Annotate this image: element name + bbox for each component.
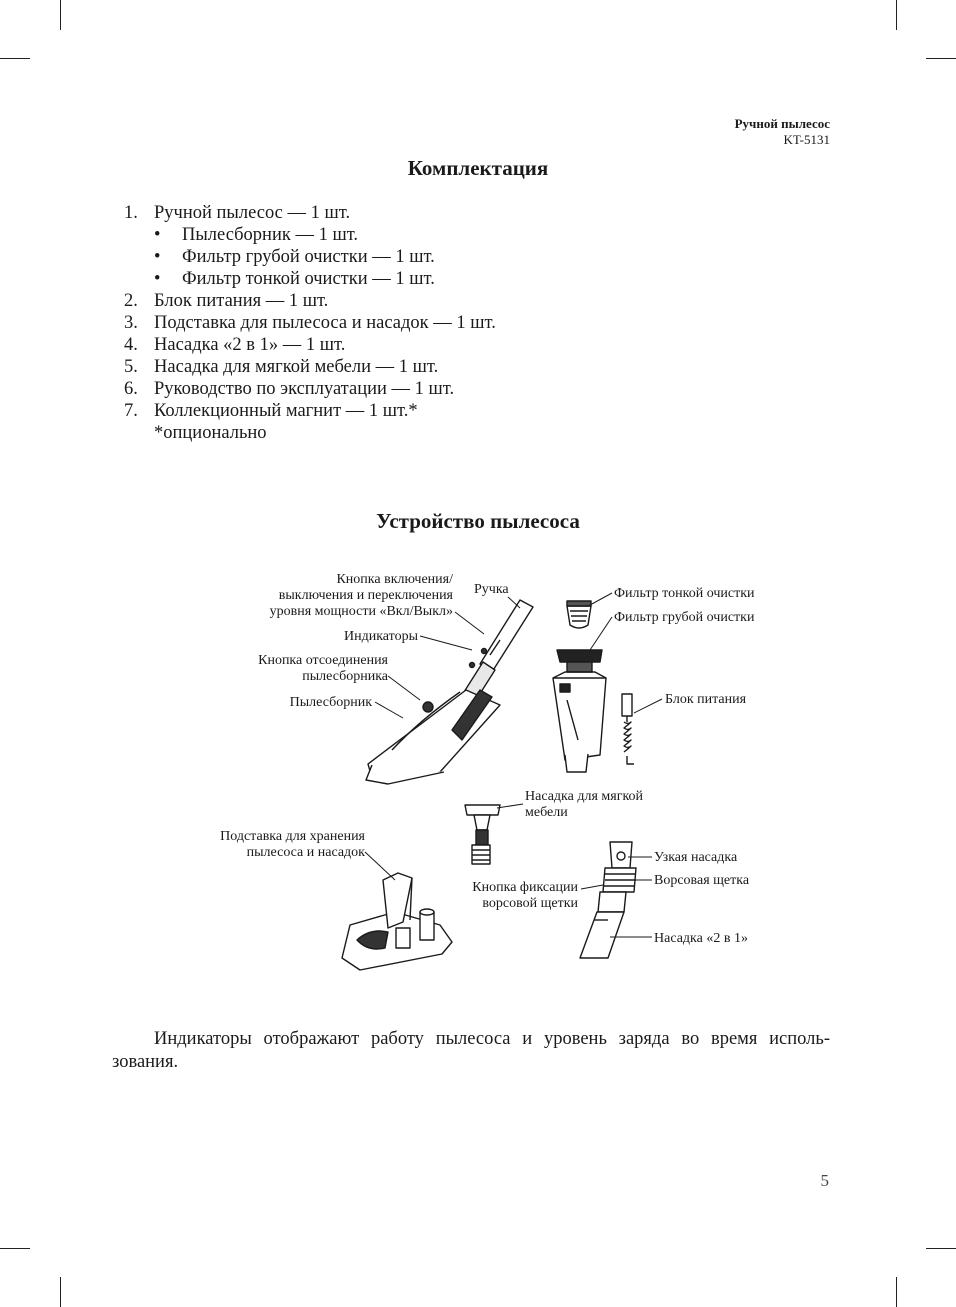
label-handle: Ручка (474, 582, 509, 597)
label-furniture-nozzle: Насадка для мягкой мебели (525, 789, 644, 820)
power-adapter-illustration (622, 694, 634, 764)
crop-mark (926, 58, 956, 59)
crop-mark (60, 1277, 61, 1307)
crop-mark (0, 58, 30, 59)
crop-mark (896, 0, 897, 30)
section-title-device: Устройство пылесоса (376, 509, 580, 533)
furniture-nozzle-illustration (465, 805, 500, 864)
nozzle-2in1-illustration (580, 842, 636, 958)
crop-mark (896, 1277, 897, 1307)
label-narrow-nozzle: Узкая насадка (654, 850, 738, 865)
label-power-adapter: Блок питания (665, 692, 747, 707)
crop-mark (60, 0, 61, 30)
label-nozzle-2in1: Насадка «2 в 1» (654, 931, 748, 946)
handheld-vacuum-illustration (366, 600, 533, 784)
label-release-button: Кнопка отсоединения пылесборника (258, 653, 388, 684)
filter-container-illustration (553, 601, 606, 772)
stand-illustration (342, 873, 452, 970)
running-header (735, 116, 830, 148)
label-coarse-filter: Фильтр грубой очистки (614, 610, 755, 625)
label-brush: Ворсовая щетка (654, 873, 750, 888)
label-stand: Подставка для хранения пылесоса и насадок (220, 829, 365, 860)
indicators-paragraph: Индикаторы отображают работу пылесоса и уровень заряда во время исполь- зования. (112, 1029, 830, 1072)
label-brush-lock: Кнопка фиксации ворсовой щетки (472, 880, 578, 911)
page-number: 5 (820, 1171, 829, 1190)
section-title-package: Комплектация (407, 156, 549, 180)
header-model: KT-5131 (783, 132, 830, 147)
label-power-button: Кнопка включения/ выключения и переключения уровня мощности «Вкл/Выкл» (269, 572, 453, 619)
crop-mark (926, 1248, 956, 1249)
header-title: Ручной пылесос (734, 116, 830, 131)
crop-mark (0, 1248, 30, 1249)
vacuum-diagram (0, 560, 956, 990)
label-fine-filter: Фильтр тонкой очистки (614, 586, 755, 601)
label-indicators: Индикаторы (344, 629, 418, 644)
label-dust-container: Пылесборник (289, 695, 372, 710)
